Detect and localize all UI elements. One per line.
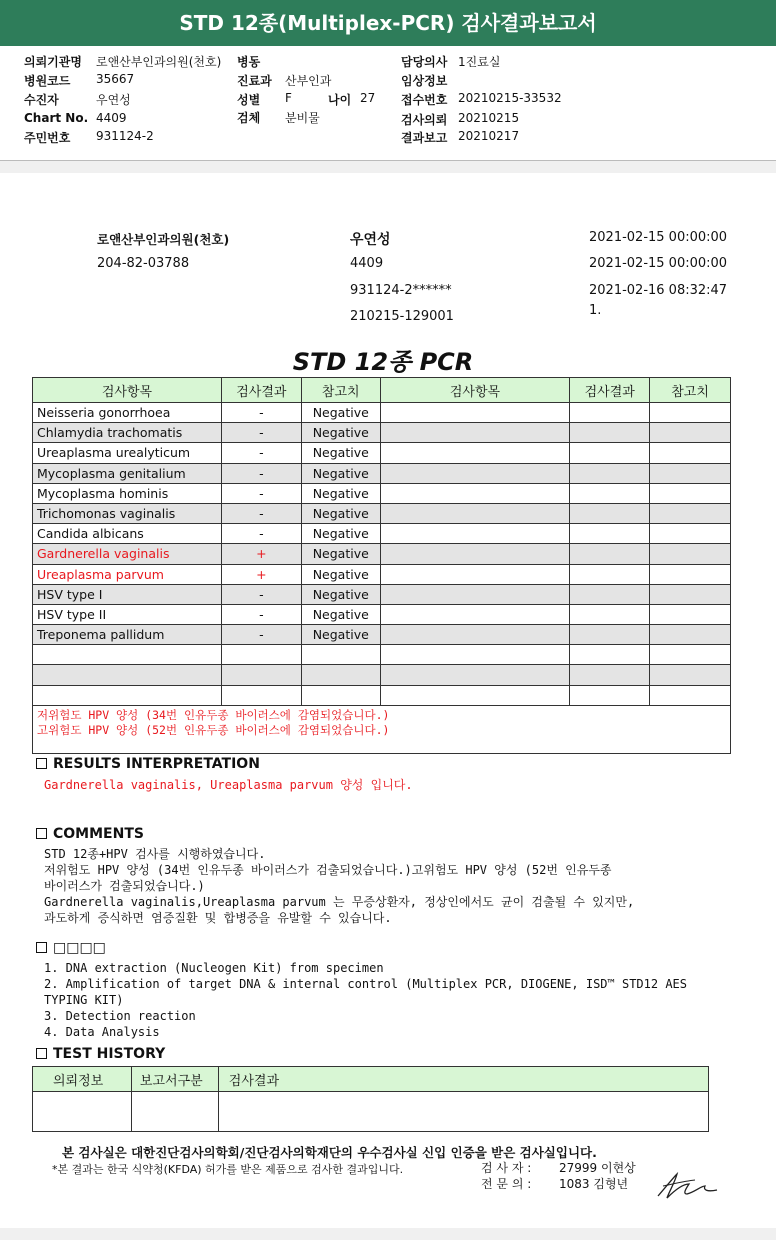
col-header-test-result: 검사결과 (218, 1067, 708, 1092)
table-row-empty (33, 665, 731, 685)
test-result: - (221, 604, 301, 624)
comment-line: STD 12종+HPV 검사를 시행하였습니다. (44, 847, 266, 861)
checkbox-square-icon (36, 758, 47, 769)
table-header-row (33, 378, 731, 403)
sex-label: 성별 (237, 93, 261, 107)
empty-cell (650, 625, 731, 645)
test-name: HSV type I (33, 584, 222, 604)
kfda-note: *본 결과는 한국 식약청(KFDA) 허가를 받은 제품으로 검사한 결과입니다. (52, 1163, 404, 1176)
footer-band (0, 1228, 776, 1240)
department-label: 진료과 (237, 74, 272, 88)
patient-label: 수진자 (24, 93, 59, 107)
info-date-3: 2021-02-16 08:32:47 (589, 283, 728, 298)
info-name: 우연성 (350, 232, 391, 248)
receipt-no-label: 접수번호 (401, 93, 448, 107)
checkbox-square-icon (36, 942, 47, 953)
test-name: Mycoplasma hominis (33, 483, 222, 503)
test-reference: Negative (301, 544, 380, 564)
empty-cell (650, 423, 731, 443)
examiner-value: 27999 이현상 (559, 1161, 636, 1175)
checkbox-square-icon (36, 1048, 47, 1059)
table-row (33, 443, 731, 463)
hpv-note-low-risk: 저위험도 HPV 양성 (34번 인유두종 바이러스에 감염되었습니다.) (37, 707, 390, 722)
report-title: STD 12종(Multiplex-PCR) 검사결과보고서 (0, 0, 776, 46)
empty-cell (570, 625, 650, 645)
empty-cell (570, 524, 650, 544)
age-label: 나이 (328, 93, 352, 107)
history-table (32, 1066, 709, 1132)
report-header (0, 50, 776, 158)
info-clinic: 로앤산부인과의원(천호) (97, 232, 230, 247)
checkbox-square-icon (36, 828, 47, 839)
method-line: 3. Detection reaction (44, 1009, 196, 1023)
test-reference: Negative (301, 564, 380, 584)
empty-cell (570, 443, 650, 463)
info-clinic-no: 204-82-03788 (97, 256, 190, 271)
interpretation-heading (36, 756, 260, 772)
empty-cell (380, 625, 570, 645)
table-row (33, 524, 731, 544)
method-title: □□□□ (53, 940, 106, 956)
col-header-item-2: 검사항목 (380, 378, 570, 403)
test-reference: Negative (301, 584, 380, 604)
results-table (32, 377, 731, 754)
method-line: 4. Data Analysis (44, 1025, 160, 1039)
table-row (33, 483, 731, 503)
col-header-result: 검사결과 (221, 378, 301, 403)
table-row (33, 604, 731, 624)
empty-cell (570, 564, 650, 584)
empty-cell (380, 524, 570, 544)
table-notes-row (33, 705, 731, 753)
test-name: Gardnerella vaginalis (33, 544, 222, 564)
table-row (33, 584, 731, 604)
empty-cell (650, 403, 731, 423)
section-title: STD 12종 PCR (292, 348, 474, 376)
doctor-label: 담당의사 (401, 55, 448, 69)
request-date-value: 20210215 (458, 111, 520, 125)
doctor-value: 1진료실 (458, 55, 501, 69)
test-result: - (221, 524, 301, 544)
method-line: TYPING KIT) (44, 993, 124, 1007)
test-reference: Negative (301, 463, 380, 483)
test-result: - (221, 423, 301, 443)
specialist-label: 전 문 의 : (481, 1177, 532, 1191)
test-result: - (221, 584, 301, 604)
test-name: Candida albicans (33, 524, 222, 544)
col-header-reference-2: 참고치 (650, 378, 731, 403)
method-body (44, 960, 687, 1040)
table-row-positive (33, 544, 731, 564)
institution-value: 로앤산부인과의원(천호) (96, 55, 222, 69)
empty-cell (570, 503, 650, 523)
examiner-label: 검 사 자 : (481, 1161, 532, 1175)
empty-cell (650, 584, 731, 604)
empty-cell (380, 403, 570, 423)
empty-cell (380, 584, 570, 604)
empty-cell (380, 564, 570, 584)
table-row-positive (33, 564, 731, 584)
empty-cell (570, 544, 650, 564)
test-reference: Negative (301, 604, 380, 624)
ward-label: 병동 (237, 55, 261, 69)
empty-cell (570, 423, 650, 443)
empty-cell (380, 423, 570, 443)
comment-line: Gardnerella vaginalis,Ureaplasma parvum 는 무증상환자, 정상인에서도 균이 검출될 수 있지만, (44, 895, 635, 909)
table-row (33, 423, 731, 443)
signature-icon (655, 1168, 721, 1202)
empty-cell (650, 524, 731, 544)
empty-cell (570, 403, 650, 423)
hpv-note-high-risk: 고위험도 HPV 양성 (52번 인유두종 바이러스에 감염되었습니다.) (37, 722, 390, 737)
test-name: Treponema pallidum (33, 625, 222, 645)
patient-value: 우연성 (96, 93, 131, 107)
chart-no-value: 4409 (96, 111, 127, 125)
test-name: Trichomonas vaginalis (33, 503, 222, 523)
test-name: HSV type II (33, 604, 222, 624)
empty-cell (380, 544, 570, 564)
test-reference: Negative (301, 483, 380, 503)
test-result: - (221, 483, 301, 503)
info-resident: 931124-2****** (350, 283, 452, 298)
interpretation-title: RESULTS INTERPRETATION (53, 756, 260, 772)
col-header-result-2: 검사결과 (570, 378, 650, 403)
certification-note: 본 검사실은 대한진단검사의학회/진단검사의학재단의 우수검사실 신입 인증을 받은 검사실입니다. (62, 1145, 597, 1160)
empty-cell (570, 584, 650, 604)
empty-cell (380, 483, 570, 503)
test-reference: Negative (301, 443, 380, 463)
department-value: 산부인과 (285, 74, 332, 88)
sex-value: F (285, 91, 292, 105)
comment-line: 저위험도 HPV 양성 (34번 인유두종 바이러스가 검출되었습니다.)고위험도 HPV 양성 (52번 인유두종 (44, 863, 612, 877)
table-row-empty (33, 685, 731, 705)
info-page: 1. (589, 303, 602, 318)
empty-cell (380, 463, 570, 483)
report-date-label: 결과보고 (401, 131, 448, 145)
table-row (33, 403, 731, 423)
col-header-item: 검사항목 (33, 378, 222, 403)
method-line: 1. DNA extraction (Nucleogen Kit) from specimen (44, 961, 384, 975)
empty-cell (650, 443, 731, 463)
table-row (33, 463, 731, 483)
test-result: + (221, 564, 301, 584)
test-name: Mycoplasma genitalium (33, 463, 222, 483)
table-row-empty (33, 645, 731, 665)
resident-no-label: 주민번호 (24, 131, 71, 145)
history-header-row (33, 1067, 709, 1092)
history-title: TEST HISTORY (53, 1046, 166, 1062)
info-date-1: 2021-02-15 00:00:00 (589, 230, 728, 245)
history-heading (36, 1046, 165, 1062)
empty-cell (650, 544, 731, 564)
request-date-label: 검사의뢰 (401, 113, 448, 127)
info-chart: 4409 (350, 256, 384, 271)
interpretation-text: Gardnerella vaginalis, Ureaplasma parvum 양성 입니다. (44, 778, 413, 792)
empty-cell (380, 443, 570, 463)
test-result: - (221, 403, 301, 423)
empty-cell (650, 604, 731, 624)
test-reference: Negative (301, 403, 380, 423)
test-reference: Negative (301, 625, 380, 645)
empty-cell (650, 503, 731, 523)
specialist-value: 1083 김형년 (559, 1177, 629, 1191)
info-date-2: 2021-02-15 00:00:00 (589, 256, 728, 271)
empty-cell (650, 564, 731, 584)
method-line: 2. Amplification of target DNA & internal control (Multiplex PCR, DIOGENE, ISD™ STD12 AES (44, 977, 687, 991)
test-reference: Negative (301, 423, 380, 443)
test-result: - (221, 443, 301, 463)
test-reference: Negative (301, 524, 380, 544)
table-row (33, 625, 731, 645)
test-result: - (221, 503, 301, 523)
comments-heading (36, 826, 144, 842)
info-sample-id: 210215-129001 (350, 309, 454, 324)
test-result: - (221, 625, 301, 645)
method-heading (36, 940, 106, 956)
specimen-label: 검체 (237, 111, 261, 125)
resident-no-value: 931124-2 (96, 129, 154, 143)
empty-cell (380, 604, 570, 624)
comment-line: 바이러스가 검출되었습니다.) (44, 879, 205, 893)
empty-cell (380, 503, 570, 523)
hospital-code-label: 병원코드 (24, 74, 71, 88)
empty-cell (650, 463, 731, 483)
chart-no-label: Chart No. (24, 111, 89, 125)
empty-cell (570, 463, 650, 483)
hospital-code-value: 35667 (96, 72, 135, 86)
hpv-notes (33, 705, 731, 753)
col-header-reference: 참고치 (301, 378, 380, 403)
comments-body (44, 846, 634, 926)
specimen-value: 분비물 (285, 111, 320, 125)
empty-cell (650, 483, 731, 503)
report-date-value: 20210217 (458, 129, 520, 143)
test-result: + (221, 544, 301, 564)
clinical-info-label: 임상정보 (401, 74, 448, 88)
history-row (33, 1092, 709, 1132)
test-name: Neisseria gonorrhoea (33, 403, 222, 423)
institution-label: 의뢰기관명 (24, 55, 82, 69)
col-header-report-type: 보고서구분 (131, 1067, 218, 1092)
comment-line: 과도하게 증식하면 염증질환 및 합병증을 유발할 수 있습니다. (44, 911, 392, 925)
table-row (33, 503, 731, 523)
receipt-no-value: 20210215-33532 (458, 91, 562, 105)
age-value: 27 (360, 91, 376, 105)
test-name: Ureaplasma parvum (33, 564, 222, 584)
test-name: Ureaplasma urealyticum (33, 443, 222, 463)
col-header-request-info: 의뢰정보 (33, 1067, 132, 1092)
test-name: Chlamydia trachomatis (33, 423, 222, 443)
empty-cell (570, 604, 650, 624)
comments-title: COMMENTS (53, 826, 144, 842)
test-result: - (221, 463, 301, 483)
header-band (0, 161, 776, 173)
empty-cell (570, 483, 650, 503)
test-reference: Negative (301, 503, 380, 523)
